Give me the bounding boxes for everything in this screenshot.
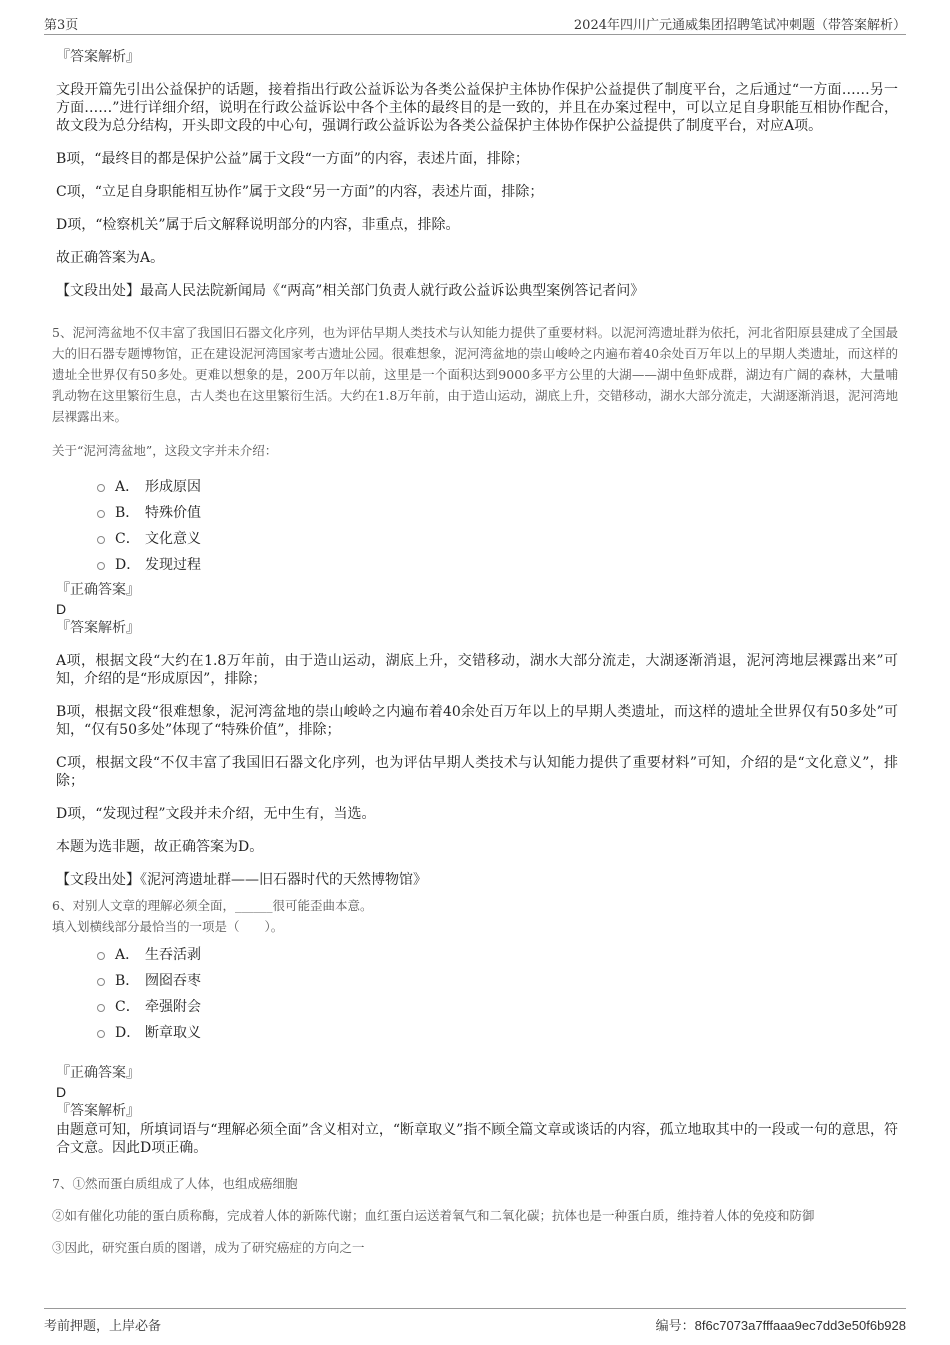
radio-icon[interactable] xyxy=(97,562,105,570)
q6-answer: D xyxy=(56,1084,67,1100)
q6-analysis: 由题意可知，所填词语与“理解必须全面”含义相对立，“断章取义”指不顾全篇文章或谈话的内容，孤立地取其中的一段或一句的意思，符合文意。因此D项正确。 xyxy=(56,1122,898,1156)
q7-sentence-3: ③因此，研究蛋白质的图谱，成为了研究癌症的方向之一 xyxy=(52,1240,365,1255)
q6-options xyxy=(56,943,898,1047)
q5-analysis-conclusion: 本题为选非题，故正确答案为D。 xyxy=(56,839,264,855)
page-number: 第3页 xyxy=(44,18,79,33)
q7-sentence-1: 7、①然而蛋白质组成了人体，也组成癌细胞 xyxy=(52,1176,298,1191)
footer-slogan: 考前押题，上岸必备 xyxy=(44,1319,162,1334)
q5-question: 关于“泥河湾盆地”，这段文字并未介绍： xyxy=(52,443,278,458)
q5-option-c[interactable]: C． 文化意义 xyxy=(56,527,898,553)
q4-analysis-p5: 故正确答案为A。 xyxy=(56,250,165,266)
q6-correct-label: 『正确答案』 xyxy=(56,1065,140,1081)
q4-analysis-p1: 文段开篇先引出公益保护的话题，接着指出行政公益诉讼为各类公益保护主体协作保护公益提供了制度平台，之后通过“一方面……另一方面……”进行详细介绍，说明在行政公益诉讼中各个主体的最终目的是一致的，并且在办案过程中，可以立足自身职能互相协作配合，故文段为总分结构，开头即文段的中心句，强调行政公益诉讼为各类公益保护主体协作保护公益提供了制度平台，对应A项。 xyxy=(56,82,898,134)
q5-option-b[interactable]: B． 特殊价值 xyxy=(56,501,898,527)
q6-option-a[interactable]: A． 生吞活剥 xyxy=(56,943,898,969)
q5-stem: 5、泥河湾盆地不仅丰富了我国旧石器文化序列，也为评估早期人类技术与认知能力提供了重要材料。以泥河湾遗址群为依托，河北省阳原县建成了全国最大的旧石器专题博物馆，正在建设泥河湾国家考古遗址公园。很难想象，泥河湾盆地的崇山峻岭之内遍布着40余处百万年以上的早期人类遗址，而这样的遗址全世界仅有50多处。更难以想象的是，200万年以前，这里是一个面积达到9000多平方公里的大湖——湖中鱼虾成群，湖边有广阔的森林，大量哺乳动物在这里繁衍生息，古人类也在这里繁衍生活。大约在1.8万年前，由于造山运动，湖底上升，交错移动，湖水大部分流走，大湖逐渐消退，泥河湾地层裸露出来。 xyxy=(52,325,898,424)
radio-icon[interactable] xyxy=(97,510,105,518)
q4-analysis-label: 『答案解析』 xyxy=(56,49,140,65)
document-id: 编号：8f6c7073a7fffaaa9ec7dd3e50f6b928 xyxy=(655,1318,906,1333)
radio-icon[interactable] xyxy=(97,536,105,544)
radio-icon[interactable] xyxy=(97,1030,105,1038)
q5-option-a[interactable]: A． 形成原因 xyxy=(56,475,898,501)
page-content xyxy=(52,45,898,1258)
q6-option-b[interactable]: B． 囫囵吞枣 xyxy=(56,969,898,995)
q5-analysis-c: C项，根据文段“不仅丰富了我国旧石器文化序列，也为评估早期人类技术与认知能力提供了重要材料”可知，介绍的是“文化意义”，排除； xyxy=(56,755,898,789)
radio-icon[interactable] xyxy=(97,978,105,986)
q4-analysis-p4: D项，“检察机关”属于后文解释说明部分的内容，非重点，排除。 xyxy=(56,217,460,233)
q5-options xyxy=(56,475,898,579)
q6-option-c[interactable]: C． 牵强附会 xyxy=(56,995,898,1021)
q5-correct-label: 『正确答案』 xyxy=(56,582,140,598)
q5-analysis-b: B项，根据文段“很难想象，泥河湾盆地的崇山峻岭之内遍布着40余处百万年以上的早期人类遗址，而这样的遗址全世界仅有50多处”可知，“仅有50多处”体现了“特殊价值”，排除； xyxy=(56,704,898,738)
q4-source: 【文段出处】最高人民法院新闻局《“两高”相关部门负责人就行政公益诉讼典型案例答记者问》 xyxy=(56,283,645,299)
radio-icon[interactable] xyxy=(97,484,105,492)
q6-stem: 6、对别人文章的理解必须全面，______很可能歪曲本意。 xyxy=(52,898,373,913)
page-header xyxy=(44,12,906,35)
page-footer xyxy=(44,1308,906,1333)
q7-sentence-2: ②如有催化功能的蛋白质称酶，完成着人体的新陈代谢；血红蛋白运送着氧气和二氧化碳；抗体也是一种蛋白质，维持着人体的免疫和防御 xyxy=(52,1208,815,1223)
document-title: 2024年四川广元通威集团招聘笔试冲刺题（带答案解析） xyxy=(573,18,906,33)
q5-option-d[interactable]: D． 发现过程 xyxy=(56,553,898,579)
q5-analysis-a: A项，根据文段“大约在1.8万年前，由于造山运动，湖底上升，交错移动，湖水大部分流走，大湖逐渐消退，泥河湾地层裸露出来”可知，介绍的是“形成原因”，排除； xyxy=(56,653,898,687)
q4-analysis-p3: C项，“立足自身职能相互协作”属于文段“另一方面”的内容，表述片面，排除； xyxy=(56,184,544,200)
q5-analysis-d: D项，“发现过程”文段并未介绍，无中生有，当选。 xyxy=(56,806,376,822)
q6-analysis-label: 『答案解析』 xyxy=(56,1103,140,1119)
q4-analysis-p2: B项，“最终目的都是保护公益”属于文段“一方面”的内容，表述片面，排除； xyxy=(56,151,529,167)
q5-analysis-label: 『答案解析』 xyxy=(56,620,140,636)
q5-answer: D xyxy=(56,601,67,617)
q6-question: 填入划横线部分最恰当的一项是（ ）。 xyxy=(52,919,284,934)
q6-option-d[interactable]: D． 断章取义 xyxy=(56,1021,898,1047)
radio-icon[interactable] xyxy=(97,1004,105,1012)
radio-icon[interactable] xyxy=(97,952,105,960)
q5-source: 【文段出处】《泥河湾遗址群——旧石器时代的天然博物馆》 xyxy=(56,872,427,888)
